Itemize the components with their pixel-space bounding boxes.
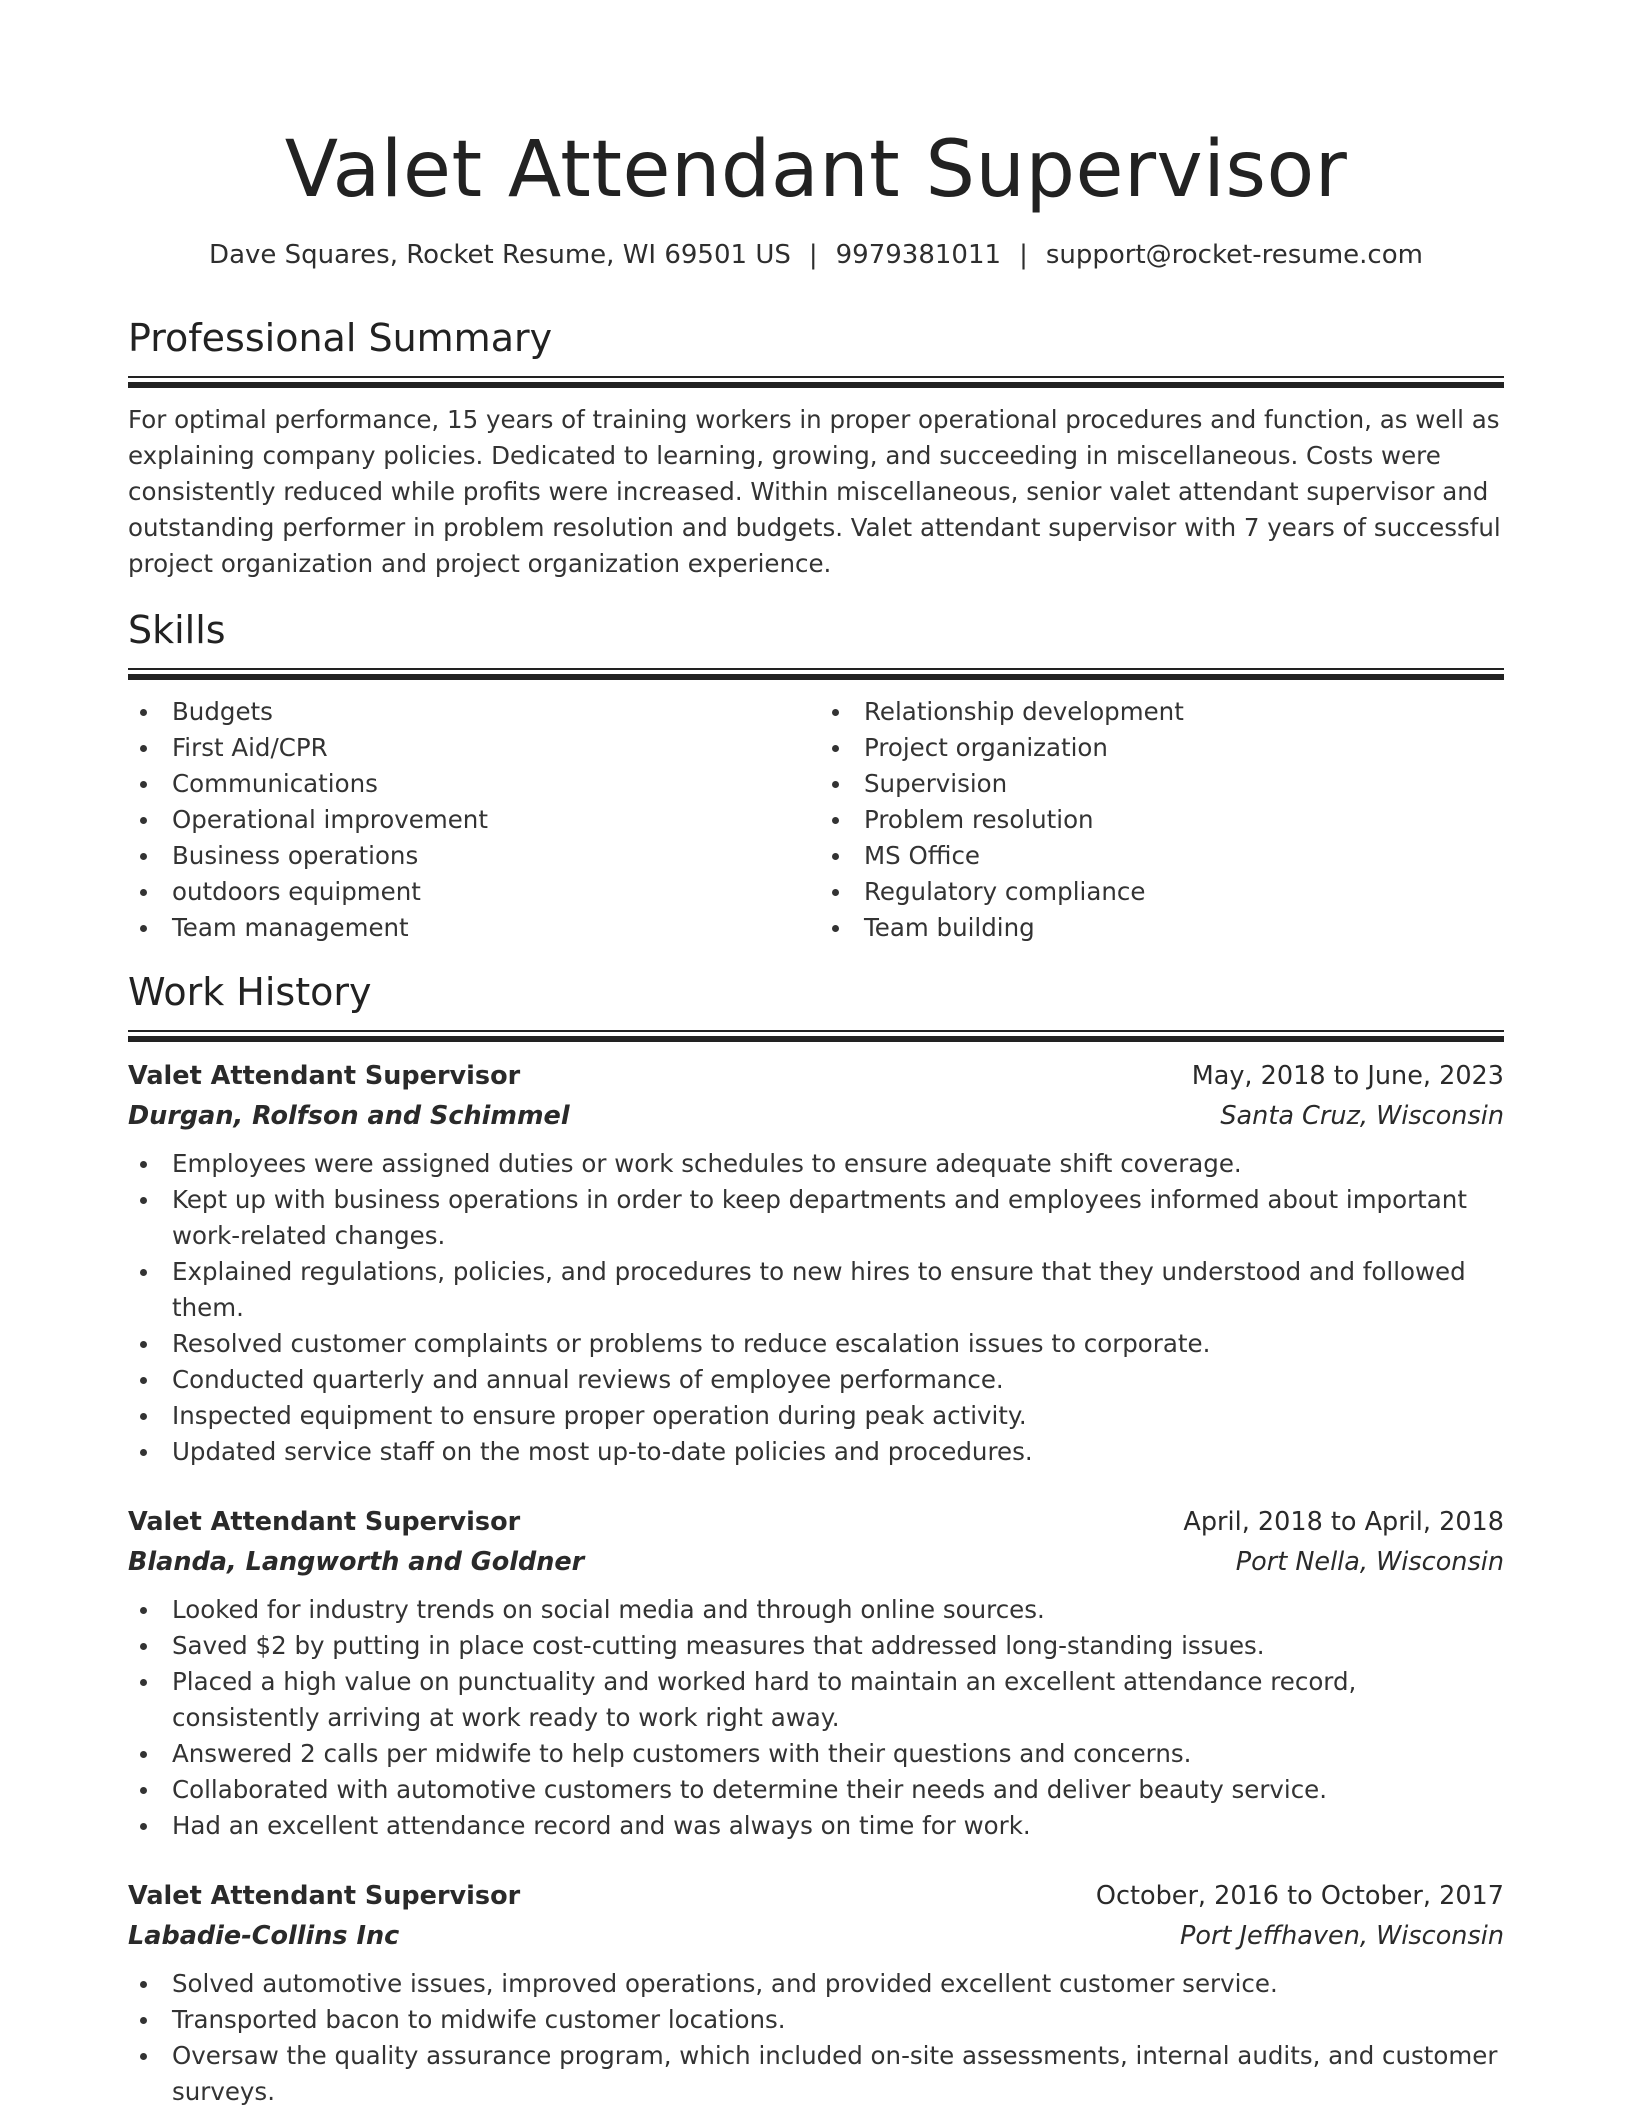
skill-item: Problem resolution <box>816 802 1504 838</box>
skill-item: Relationship development <box>816 694 1504 730</box>
job-bullet: Conducted quarterly and annual reviews of employee performance. <box>128 1362 1504 1398</box>
job-company: Blanda, Langworth and Goldner <box>128 1547 585 1577</box>
resume-page <box>128 0 1504 2112</box>
skills-section <box>128 606 1504 946</box>
job-bullet: Resolved customer complaints or problems to reduce escalation issues to corporate. <box>128 1326 1504 1362</box>
job-bullets <box>128 1592 1504 1844</box>
skill-item: Regulatory compliance <box>816 874 1504 910</box>
skill-item: Team management <box>128 910 816 946</box>
job-company-row <box>128 1096 1504 1136</box>
job-bullet: Saved $2 by putting in place cost-cutting measures that addressed long-standing issues. <box>128 1628 1504 1664</box>
skill-item: Project organization <box>816 730 1504 766</box>
job-bullet: Oversaw the quality assurance program, which included on-site assessments, internal audits, and customer surveys. <box>128 2038 1504 2110</box>
job-bullet: Collaborated with automotive customers to determine their needs and deliver beauty service. <box>128 1772 1504 1808</box>
job-bullet: Looked for industry trends on social media and through online sources. <box>128 1592 1504 1628</box>
job-bullet: Updated service staff on the most up-to-date policies and procedures. <box>128 1434 1504 1470</box>
job-entry <box>128 1876 1504 2110</box>
professional-summary-section <box>128 314 1504 582</box>
contact-separator: | <box>1019 240 1028 270</box>
skill-item: Supervision <box>816 766 1504 802</box>
job-header-row <box>128 1876 1504 1916</box>
job-bullets <box>128 1966 1504 2110</box>
section-heading-summary: Professional Summary <box>128 316 553 360</box>
job-bullet: Transported bacon to midwife customer locations. <box>128 2002 1504 2038</box>
section-divider <box>128 1030 1504 1042</box>
job-dates: October, 2016 to October, 2017 <box>1095 1881 1504 1911</box>
skills-list <box>128 694 1504 946</box>
summary-text: For optimal performance, 15 years of training workers in proper operational procedures and function, as well as explaining company policies. Dedicated to learning, growing, and succeeding in miscellaneous. Costs were consistently reduced while profits were increased. Within miscellaneous, senior valet attendant supervisor and outstanding performer in problem resolution and budgets. Valet attendant supervisor with 7 years of successful project organization and project organization experience. <box>128 405 1501 578</box>
job-bullet: Placed a high value on punctuality and worked hard to maintain an excellent attendance record, consistently arriving at work ready to work right away. <box>128 1664 1504 1736</box>
section-heading-work: Work History <box>128 970 372 1014</box>
job-bullet: Explained regulations, policies, and procedures to new hires to ensure that they understood and followed them. <box>128 1254 1504 1326</box>
skill-item: Communications <box>128 766 816 802</box>
skills-column-right <box>816 694 1504 946</box>
job-company: Durgan, Rolfson and Schimmel <box>128 1101 570 1131</box>
job-location: Port Nella, Wisconsin <box>1235 1547 1504 1577</box>
resume-title: Valet Attendant Supervisor <box>284 125 1348 215</box>
skill-item: outdoors equipment <box>128 874 816 910</box>
contact-email: support@rocket-resume.com <box>1045 240 1423 270</box>
contact-address: Dave Squares, Rocket Resume, WI 69501 US <box>209 240 791 270</box>
job-header-row <box>128 1056 1504 1096</box>
job-location: Santa Cruz, Wisconsin <box>1220 1101 1504 1131</box>
job-bullet: Solved automotive issues, improved operations, and provided excellent customer service. <box>128 1966 1504 2002</box>
job-company: Labadie-Collins Inc <box>128 1921 400 1951</box>
contact-separator: | <box>808 240 818 270</box>
job-location: Port Jeffhaven, Wisconsin <box>1179 1921 1504 1951</box>
job-entry <box>128 1056 1504 1470</box>
job-bullet: Answered 2 calls per midwife to help customers with their questions and concerns. <box>128 1736 1504 1772</box>
section-divider <box>128 668 1504 680</box>
contact-line <box>128 238 1504 272</box>
skill-item: Operational improvement <box>128 802 816 838</box>
contact-phone: 9979381011 <box>835 240 1002 270</box>
job-company-row <box>128 1542 1504 1582</box>
job-title: Valet Attendant Supervisor <box>128 1881 521 1911</box>
skill-item: MS Office <box>816 838 1504 874</box>
job-bullets <box>128 1146 1504 1470</box>
skill-item: First Aid/CPR <box>128 730 816 766</box>
skill-item: Team building <box>816 910 1504 946</box>
job-header-row <box>128 1502 1504 1542</box>
skill-item: Budgets <box>128 694 816 730</box>
skill-item: Business operations <box>128 838 816 874</box>
skills-column-left <box>128 694 816 946</box>
job-bullet: Kept up with business operations in order to keep departments and employees informed about important work-related changes. <box>128 1182 1504 1254</box>
job-bullet: Had an excellent attendance record and was always on time for work. <box>128 1808 1504 1844</box>
job-company-row <box>128 1916 1504 1956</box>
job-bullet: Employees were assigned duties or work schedules to ensure adequate shift coverage. <box>128 1146 1504 1182</box>
job-title: Valet Attendant Supervisor <box>128 1507 521 1537</box>
work-history-section <box>128 968 1504 2110</box>
section-divider <box>128 376 1504 388</box>
job-bullet: Inspected equipment to ensure proper operation during peak activity. <box>128 1398 1504 1434</box>
job-entry <box>128 1502 1504 1844</box>
job-dates: April, 2018 to April, 2018 <box>1183 1507 1504 1537</box>
section-heading-skills: Skills <box>128 608 226 652</box>
job-title: Valet Attendant Supervisor <box>128 1061 521 1091</box>
job-dates: May, 2018 to June, 2023 <box>1191 1061 1504 1091</box>
